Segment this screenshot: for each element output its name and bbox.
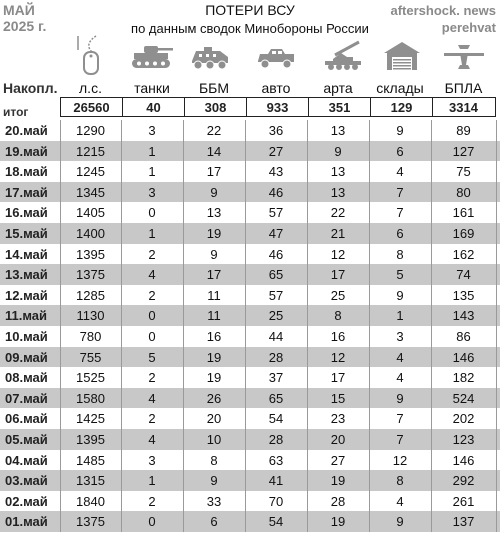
cell-drones: 146 (452, 349, 475, 365)
cell-depots: 4 (396, 370, 404, 386)
warehouse-icon (374, 34, 430, 78)
cell-drones: 169 (452, 225, 475, 241)
cell-artillery: 8 (334, 308, 342, 324)
cell-depots: 7 (396, 431, 404, 447)
source-perehvat: perehvat (441, 20, 496, 35)
cell-personnel: 1215 (76, 143, 105, 159)
cell-tanks: 2 (148, 287, 156, 303)
cell-depots: 9 (396, 390, 404, 406)
cell-personnel: 1345 (76, 184, 105, 200)
cell-auto: 65 (268, 267, 284, 283)
cell-artillery: 13 (330, 164, 346, 180)
column-divider (496, 141, 497, 162)
column-tanks: танки (134, 80, 170, 96)
artillery-icon (315, 34, 371, 78)
cell-depots: 12 (392, 452, 408, 468)
cell-bbm: 33 (206, 493, 222, 509)
cell-tanks: 2 (148, 493, 156, 509)
cell-bbm: 11 (207, 287, 221, 303)
cell-tanks: 1 (148, 225, 156, 241)
report-subtitle: по данным сводок Минобороны России (131, 21, 369, 36)
table-row (0, 408, 500, 429)
cell-auto: 27 (268, 143, 284, 159)
column-divider (496, 244, 497, 265)
row-date: 14.май (5, 246, 48, 262)
row-date: 13.май (5, 267, 48, 283)
cell-drones: 261 (452, 493, 475, 509)
cell-auto: 47 (268, 225, 284, 241)
cell-bbm: 6 (210, 514, 218, 530)
column-divider (496, 450, 497, 471)
cell-tanks: 1 (148, 473, 156, 489)
cell-bbm: 14 (206, 143, 222, 159)
column-divider (496, 347, 497, 368)
cell-tanks: 4 (148, 431, 156, 447)
cell-artillery: 17 (330, 370, 346, 386)
column-divider (496, 120, 497, 141)
row-date: 04.май (5, 452, 48, 468)
table-row (0, 182, 500, 203)
cell-auto: 63 (268, 452, 284, 468)
table-row (0, 141, 500, 162)
cell-drones: 123 (452, 431, 475, 447)
cell-drones: 74 (456, 267, 471, 283)
cell-tanks: 4 (148, 390, 156, 406)
cell-auto: 28 (268, 431, 284, 447)
cell-drones: 202 (452, 411, 475, 427)
cell-drones: 524 (452, 390, 475, 406)
cell-personnel: 1840 (76, 493, 105, 509)
cell-bbm: 9 (210, 184, 218, 200)
cell-drones: 75 (456, 164, 471, 180)
column-artillery: арта (323, 80, 353, 96)
cell-depots: 7 (396, 411, 404, 427)
table-row (0, 367, 500, 388)
report-title: ПОТЕРИ ВСУ (205, 2, 295, 18)
cell-tanks: 3 (148, 452, 156, 468)
cell-tanks: 5 (148, 349, 156, 365)
row-date: 03.май (5, 473, 48, 489)
row-date: 06.май (5, 411, 48, 427)
cell-auto: 43 (268, 164, 284, 180)
cell-artillery: 28 (330, 493, 346, 509)
cell-bbm: 20 (206, 411, 222, 427)
totals-row (0, 97, 500, 118)
jeep-icon (248, 34, 304, 78)
cell-drones: 182 (452, 370, 475, 386)
cell-drones: 137 (452, 514, 475, 530)
cell-bbm: 9 (210, 473, 218, 489)
row-date: 05.май (5, 431, 48, 447)
cell-bbm: 19 (206, 370, 222, 386)
cell-personnel: 1395 (76, 246, 105, 262)
column-depots: склады (376, 80, 424, 96)
cell-auto: 37 (268, 370, 284, 386)
cell-tanks: 2 (148, 246, 156, 262)
table-row (0, 264, 500, 285)
column-divider (496, 264, 497, 285)
table-row (0, 202, 500, 223)
cell-drones: 146 (452, 452, 475, 468)
table-row (0, 285, 500, 306)
cell-tanks: 1 (148, 164, 156, 180)
soldier-dogtag-icon (62, 34, 118, 78)
cell-bbm: 11 (207, 308, 221, 324)
cell-artillery: 19 (330, 514, 346, 530)
row-date: 02.май (5, 493, 48, 509)
cell-personnel: 1375 (76, 514, 105, 530)
column-divider (496, 367, 497, 388)
totals-label: итог (3, 105, 29, 119)
cell-auto: 46 (268, 184, 284, 200)
cell-tanks: 0 (148, 205, 156, 221)
cell-artillery: 12 (330, 246, 346, 262)
cell-tanks: 2 (148, 411, 156, 427)
row-date: 15.май (5, 225, 48, 241)
table-row (0, 244, 500, 265)
cell-depots: 4 (396, 493, 404, 509)
column-divider (496, 491, 497, 512)
drone-icon (436, 34, 492, 78)
cell-drones: 127 (452, 143, 475, 159)
column-header-row (0, 80, 500, 97)
cell-personnel: 1425 (76, 411, 105, 427)
cell-depots: 9 (396, 287, 404, 303)
cell-tanks: 0 (148, 328, 156, 344)
column-divider (496, 326, 497, 347)
cell-personnel: 1315 (76, 473, 105, 489)
cell-bbm: 19 (206, 349, 222, 365)
source-credits (391, 2, 497, 36)
cell-personnel: 1405 (76, 205, 105, 221)
column-divider (496, 285, 497, 306)
cell-auto: 25 (268, 308, 284, 324)
cell-auto: 65 (268, 390, 284, 406)
row-label-header: Накопл. (3, 80, 58, 96)
total-personnel: 26560 (73, 99, 110, 115)
cell-tanks: 3 (148, 184, 156, 200)
cell-bbm: 17 (206, 267, 222, 283)
cell-depots: 9 (396, 514, 404, 530)
row-date: 11.май (5, 308, 48, 324)
column-divider (496, 511, 497, 532)
cell-bbm: 26 (206, 390, 222, 406)
period-year: 2025 г. (3, 18, 47, 34)
cell-auto: 44 (268, 328, 284, 344)
cell-drones: 161 (452, 205, 475, 221)
cell-auto: 57 (268, 287, 284, 303)
column-divider (496, 408, 497, 429)
column-drones: БПЛА (444, 80, 483, 96)
cell-tanks: 4 (148, 267, 156, 283)
cell-depots: 6 (396, 143, 404, 159)
cell-artillery: 13 (330, 184, 346, 200)
cell-depots: 7 (396, 184, 404, 200)
cell-personnel: 755 (79, 349, 102, 365)
cell-tanks: 0 (148, 308, 156, 324)
cell-personnel: 780 (79, 328, 102, 344)
cell-drones: 143 (452, 308, 475, 324)
cell-auto: 41 (268, 473, 284, 489)
cell-artillery: 17 (330, 267, 346, 283)
total-auto: 933 (246, 98, 308, 116)
cell-bbm: 8 (210, 452, 218, 468)
cell-auto: 70 (268, 493, 284, 509)
cell-personnel: 1130 (76, 308, 105, 324)
cell-artillery: 19 (330, 473, 346, 489)
column-divider (496, 429, 497, 450)
cell-drones: 162 (452, 246, 475, 262)
cell-tanks: 2 (148, 370, 156, 386)
cell-auto: 36 (268, 123, 284, 138)
row-date: 09.май (5, 349, 48, 365)
row-date: 07.май (5, 390, 48, 406)
totals-box (60, 97, 496, 117)
cell-depots: 9 (396, 123, 404, 138)
cell-bbm: 13 (206, 205, 222, 221)
cell-personnel: 1580 (76, 390, 105, 406)
cell-depots: 4 (396, 349, 404, 365)
cell-auto: 57 (268, 205, 284, 221)
period-month: МАЙ (3, 2, 35, 18)
row-date: 10.май (5, 328, 48, 344)
cell-bbm: 22 (206, 123, 222, 138)
armored-vehicle-icon (182, 34, 238, 78)
cell-artillery: 22 (330, 205, 346, 221)
cell-tanks: 0 (148, 514, 156, 530)
column-divider (496, 470, 497, 491)
table-row (0, 491, 500, 512)
table-row (0, 470, 500, 491)
table-row (0, 326, 500, 347)
cell-drones: 89 (456, 123, 471, 138)
total-depots: 129 (370, 98, 432, 116)
tank-icon (124, 34, 180, 78)
cell-artillery: 23 (330, 411, 346, 427)
table-row (0, 161, 500, 182)
cell-drones: 135 (452, 287, 475, 303)
cell-depots: 8 (396, 473, 404, 489)
cell-artillery: 16 (330, 328, 346, 344)
cell-tanks: 3 (148, 123, 156, 138)
cell-auto: 54 (268, 411, 284, 427)
cell-artillery: 9 (334, 143, 342, 159)
cell-bbm: 17 (206, 164, 222, 180)
cell-artillery: 15 (330, 390, 346, 406)
table-row (0, 511, 500, 532)
total-artillery: 351 (308, 98, 370, 116)
category-icons (0, 34, 500, 80)
cell-auto: 28 (268, 349, 284, 365)
row-date: 19.май (5, 143, 48, 159)
cell-personnel: 1400 (76, 225, 105, 241)
cell-depots: 4 (396, 164, 404, 180)
daily-losses-table (0, 120, 500, 532)
cell-depots: 3 (396, 328, 404, 344)
cell-bbm: 16 (206, 328, 222, 344)
row-date: 08.май (5, 370, 48, 386)
cell-depots: 7 (396, 205, 404, 221)
table-row (0, 223, 500, 244)
cell-bbm: 10 (206, 431, 222, 447)
column-divider (496, 182, 497, 203)
cell-auto: 54 (268, 514, 284, 530)
total-bbm: 308 (184, 98, 246, 116)
cell-artillery: 12 (330, 349, 346, 365)
row-date: 16.май (5, 205, 48, 221)
cell-personnel: 1525 (76, 370, 105, 386)
column-divider (496, 202, 497, 223)
cell-auto: 46 (268, 246, 284, 262)
row-date: 01.май (5, 514, 48, 530)
cell-personnel: 1485 (76, 452, 105, 468)
cell-personnel: 1395 (76, 431, 105, 447)
cell-depots: 8 (396, 246, 404, 262)
total-tanks: 40 (122, 98, 184, 116)
cell-depots: 6 (396, 225, 404, 241)
cell-drones: 292 (452, 473, 475, 489)
source-aftershock: aftershock. news (390, 3, 496, 18)
cell-personnel: 1285 (76, 287, 105, 303)
cell-bbm: 9 (210, 246, 218, 262)
column-divider (496, 388, 497, 409)
cell-personnel: 1375 (76, 267, 105, 283)
total-drones: 3314 (432, 98, 494, 116)
column-divider (496, 161, 497, 182)
cell-depots: 5 (396, 267, 404, 283)
table-row (0, 347, 500, 368)
cell-artillery: 13 (330, 123, 346, 138)
row-date: 17.май (5, 184, 48, 200)
cell-artillery: 25 (330, 287, 346, 303)
cell-artillery: 20 (330, 431, 346, 447)
cell-depots: 1 (396, 308, 404, 324)
table-row (0, 429, 500, 450)
column-divider (496, 223, 497, 244)
cell-artillery: 27 (330, 452, 346, 468)
table-row (0, 450, 500, 471)
cell-personnel: 1245 (76, 164, 105, 180)
cell-drones: 80 (456, 184, 471, 200)
cell-personnel: 1290 (76, 123, 105, 138)
column-divider (496, 305, 497, 326)
cell-artillery: 21 (330, 225, 346, 241)
column-personnel: л.с. (79, 80, 102, 96)
table-row (0, 120, 500, 141)
column-bbm: ББМ (198, 80, 230, 96)
cell-bbm: 19 (206, 225, 222, 241)
table-row (0, 305, 500, 326)
row-date: 12.май (5, 287, 48, 303)
cell-drones: 86 (456, 328, 471, 344)
table-row (0, 388, 500, 409)
row-date: 18.май (5, 164, 48, 180)
cell-tanks: 1 (148, 143, 156, 159)
row-date: 20.май (5, 123, 48, 138)
column-auto: авто (261, 80, 291, 96)
